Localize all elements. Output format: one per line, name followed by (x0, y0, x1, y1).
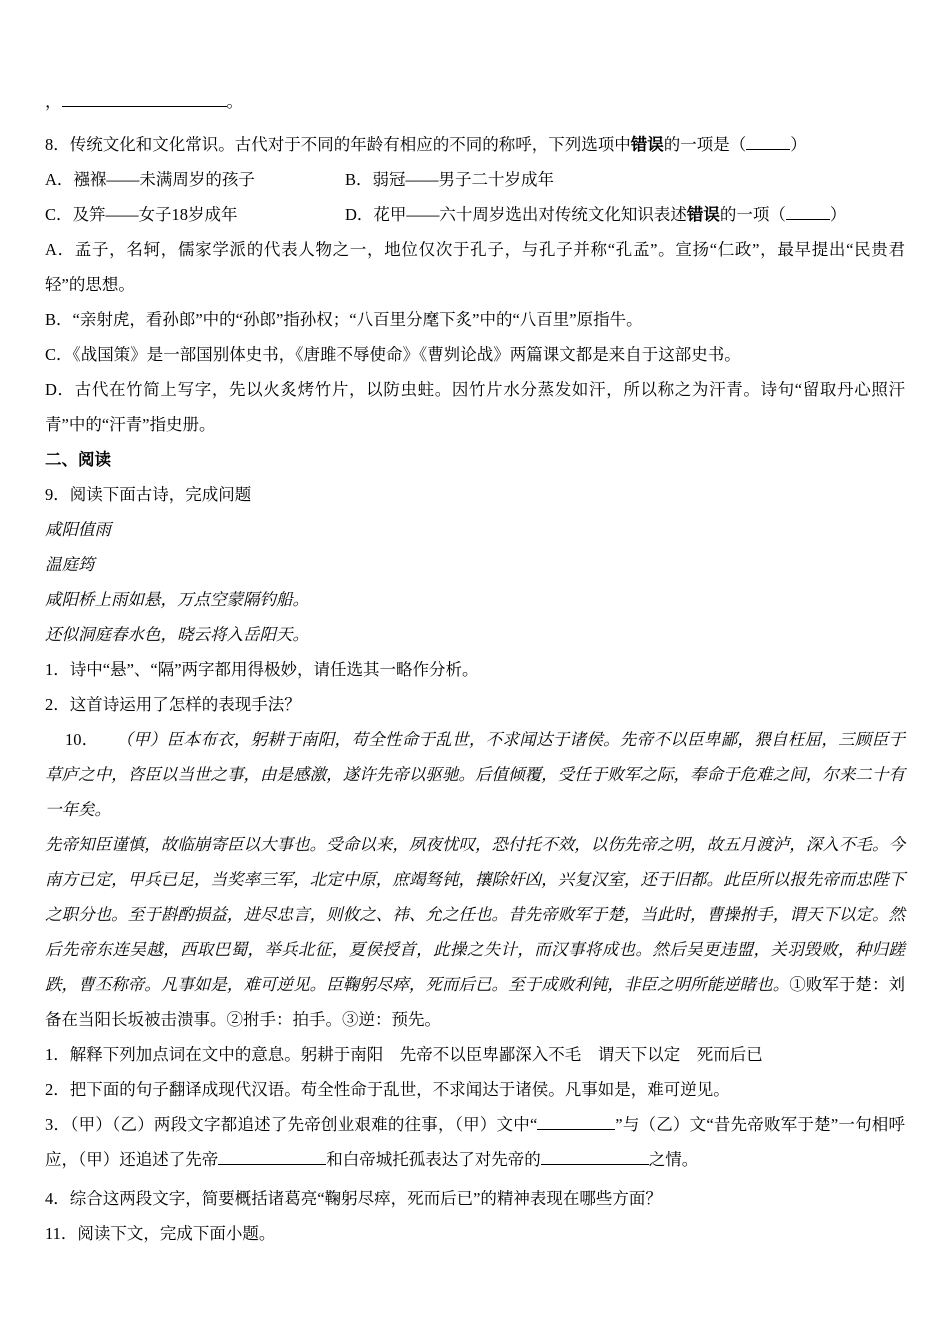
q8-option-d-close: ） (829, 205, 847, 224)
q10-sub-question-4: 4．综合这两段文字，简要概括诸葛亮“鞠躬尽瘁，死而后已”的精神表现在哪些方面？ (45, 1189, 662, 1208)
question-9-stem: 9．阅读下面古诗，完成问题 (45, 485, 252, 504)
q8-options-row-ab (45, 162, 905, 197)
q10-passage-jia: （甲）臣本布衣，躬耕于南阳，苟全性命于乱世，不求闻达于诸侯。先帝不以臣卑鄙，猥自枉屈，三顾臣于草庐之中，咨臣以当世之事，由是感激，遂许先帝以驱驰。后值倾覆，受任于败军之际，奉命于危难之间，尔来二十有一年矣。 (45, 730, 906, 819)
question-10-passage-1 (45, 722, 905, 827)
q8-option-d-mid: 的一项（ (719, 205, 786, 224)
fill-blank-prefix: ， (45, 92, 62, 111)
q9-sub-question-1: 1．诗中“悬”、“隔”两字都用得极妙，请任选其一略作分析。 (45, 660, 479, 679)
section-heading-reading: 二、阅读 (45, 450, 111, 469)
q8-stem-bold-word: 错误 (630, 135, 664, 154)
q10-number: 10． (65, 730, 99, 749)
poem-line-1: 咸阳桥上雨如悬，万点空蒙隔钓船。 (45, 590, 309, 609)
q8-option-d-bold-word: 错误 (686, 205, 720, 224)
poem-author: 温庭筠 (45, 555, 95, 574)
q8-option-d-text: D．花甲——六十周岁选出对传统文化知识表述 (345, 205, 687, 224)
q8-stem-mid: 的一项是（ (663, 135, 747, 154)
q10-sub-question-1: 1．解释下列加点词在文中的意息。躬耕于南阳 先帝不以臣卑鄙深入不毛 谓天下以定 死而后已 (45, 1045, 763, 1064)
q10-sub3-text-3: 和白帝城托孤表达了对先帝的 (326, 1150, 541, 1169)
q8-sub-option-c: C．《战国策》是一部国别体史书，《唐雎不辱使命》《曹刿论战》两篇课文都是来自于这部史书。 (45, 345, 741, 364)
q8-option-c: C．及笄——女子18岁成年 (45, 205, 238, 224)
q8-stem-text: 8．传统文化和文化常识。古代对于不同的年龄有相应的不同的称呼，下列选项中 (45, 135, 631, 154)
fill-blank-suffix: 。 (226, 92, 243, 111)
q10-sub3-text-1: 3．（甲）（乙）两段文字都追述了先帝创业艰难的往事，（甲）文中“ (45, 1115, 538, 1134)
q8-option-d (345, 197, 846, 232)
q8-stem-close: ） (790, 135, 807, 154)
q10-sub-question-3 (45, 1107, 905, 1177)
question-10-passage-2 (45, 827, 905, 1037)
q8-sub-option-d: D．古代在竹简上写字，先以火炙烤竹片，以防虫蛀。因竹片水分蒸发如汗，所以称之为汗青。诗句“留取丹心照汗青”中的“汗青”指史册。 (45, 380, 905, 434)
q8-sub-option-b: B．“亲射虎，看孙郎”中的“孙郎”指孙权；“八百里分麾下炙”中的“八百里”原指牛。 (45, 310, 643, 329)
q10-sub-question-2: 2．把下面的句子翻译成现代汉语。苟全性命于乱世，不求闻达于诸侯。凡事如是，难可逆见。 (45, 1080, 730, 1099)
blank-underline (218, 1149, 326, 1165)
q8-options-row-cd (45, 197, 905, 232)
q8-option-b: B．弱冠——男子二十岁成年 (345, 170, 555, 189)
blank-underline (537, 1114, 615, 1130)
q10-passage-notes: ①败军于楚：刘备在当阳长坂被击溃事。②拊手：拍手。③逆：预先。 (45, 975, 906, 1029)
q10-passage-yi: 先帝知臣谨慎，故临崩寄臣以大事也。受命以来，夙夜忧叹，恐付托不效，以伤先帝之明，故五月渡泸，深入不毛。今南方已定，甲兵已足，当奖率三军，北定中原，庶竭驽钝，攘除奸凶，兴复汉室，还于旧都。此臣所以报先帝而忠陛下之职分也。至于斟酌损益，进尽忠言，则攸之、祎、允之任也。昔先帝败军于楚，当此时，曹操拊手，谓天下以定。然后先帝东连吴越，西取巴蜀，举兵北征，夏侯授首，此操之失计，而汉事将成也。然后吴更违盟，关羽毁败，种归蹉跌，曹丕称帝。凡事如是，难可逆见。臣鞠躬尽瘁，死而后已。至于成败利钝，非臣之明所能逆睹也。 (45, 835, 905, 994)
blank-underline (746, 134, 790, 150)
poem-line-2: 还似洞庭春水色，晓云将入岳阳天。 (45, 625, 309, 644)
fill-blank-line (45, 84, 905, 119)
question-11-stem: 11．阅读下文，完成下面小题。 (45, 1224, 276, 1243)
poem-title: 咸阳值雨 (45, 520, 111, 539)
blank-underline (541, 1149, 649, 1165)
blank-underline (786, 204, 830, 220)
q9-sub-question-2: 2．这首诗运用了怎样的表现手法？ (45, 695, 301, 714)
q10-sub3-text-4: 之情。 (648, 1150, 699, 1169)
question-8-stem (45, 127, 905, 162)
blank-underline (62, 91, 227, 107)
q8-option-a: A．襁褓——未满周岁的孩子 (45, 170, 255, 189)
q10-sub3-text-2: ”与（乙）文“昔先帝败军于楚”一句相呼应，（甲）还追述了先帝 (45, 1115, 905, 1169)
q8-sub-option-a: A．孟子，名轲，儒家学派的代表人物之一，地位仅次于孔子，与孔子并称“孔孟”。宣扬“仁政”，最早提出“民贵君轻”的思想。 (45, 240, 905, 294)
